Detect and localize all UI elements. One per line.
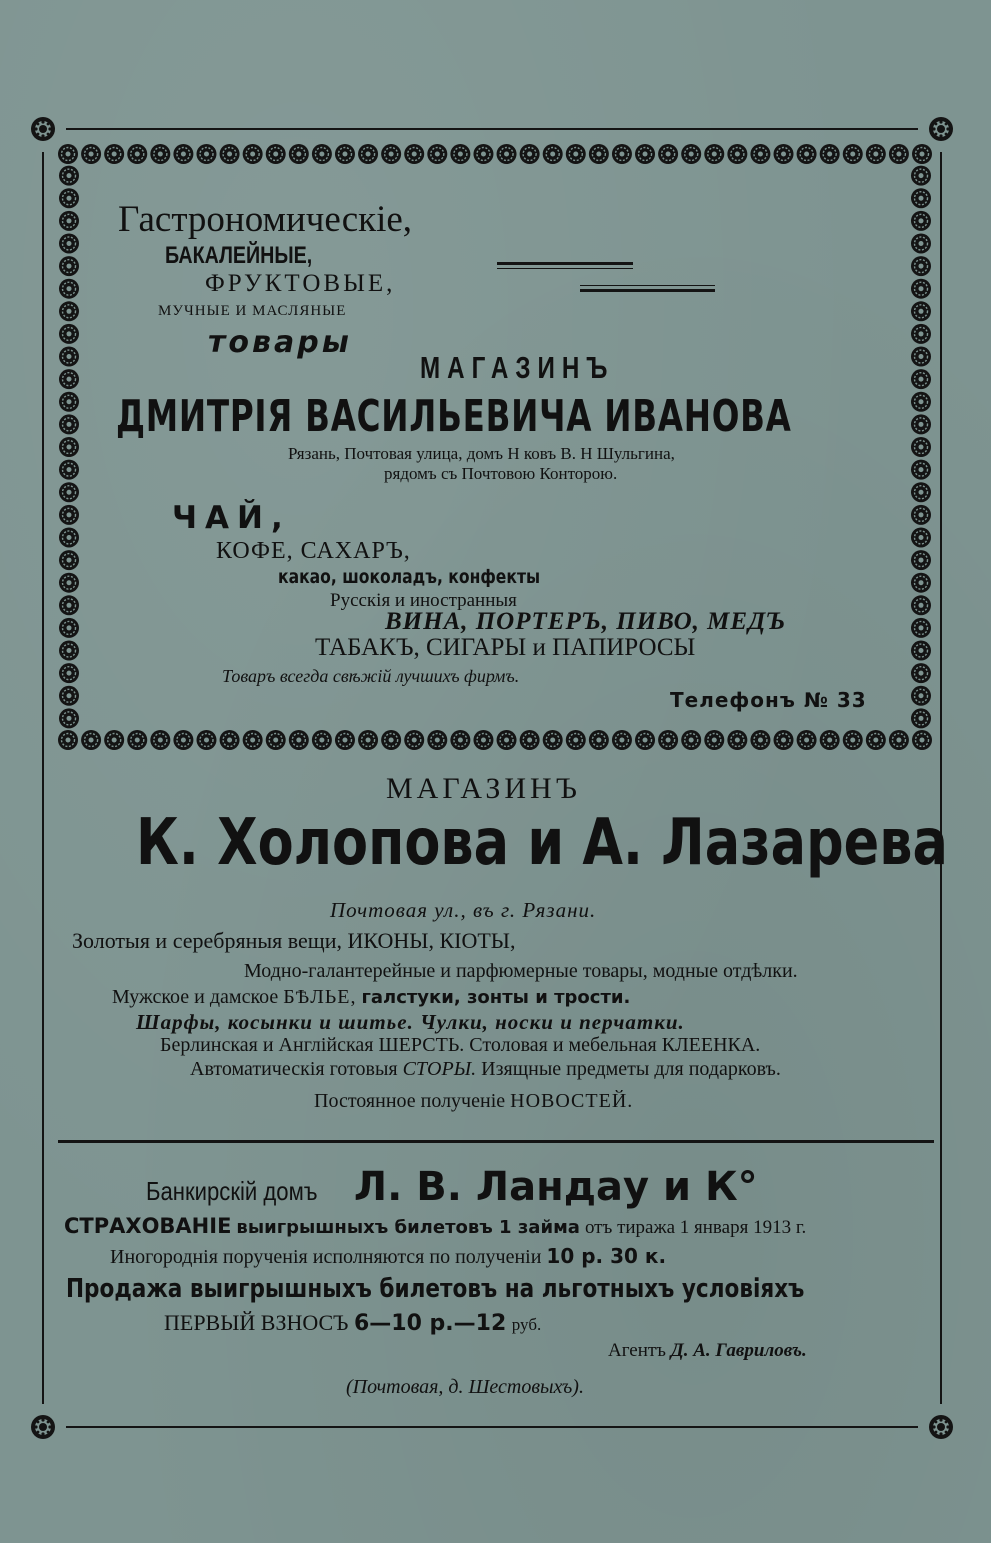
rosette-ornament-icon bbox=[59, 460, 79, 480]
rosette-ornament-icon bbox=[59, 188, 79, 208]
shop-heading-1: МАГАЗИНЪ bbox=[420, 350, 615, 385]
rosette-ornament-icon bbox=[911, 482, 931, 502]
rosette-ornament-icon bbox=[889, 730, 909, 750]
tea-line: ЧАЙ, bbox=[172, 500, 291, 536]
rosette-ornament-icon bbox=[59, 414, 79, 434]
rosette-ornament-icon bbox=[312, 730, 332, 750]
rosette-ornament-icon bbox=[750, 144, 770, 164]
bank-sale-line: Продажа выигрышныхъ билетовъ на льготныхъ условіяхъ bbox=[66, 1274, 805, 1304]
rosette-ornament-icon bbox=[81, 730, 101, 750]
rosette-ornament-icon bbox=[59, 618, 79, 638]
rosette-ornament-icon bbox=[59, 256, 79, 276]
decorative-rule bbox=[497, 268, 633, 269]
rosette-ornament-icon bbox=[612, 144, 632, 164]
rosette-ornament-icon bbox=[381, 730, 401, 750]
goods-line-1: Гастрономическіе, bbox=[118, 199, 413, 240]
rosette-ornament-icon bbox=[911, 618, 931, 638]
rosette-ornament-icon bbox=[59, 595, 79, 615]
rosette-ornament-icon bbox=[59, 686, 79, 706]
rosette-ornament-icon bbox=[797, 144, 817, 164]
rosette-ornament-icon bbox=[911, 505, 931, 525]
rosette-ornament-icon bbox=[59, 211, 79, 231]
rosette-ornament-icon bbox=[243, 144, 263, 164]
rosette-ornament-icon bbox=[911, 233, 931, 253]
rosette-ornament-icon bbox=[173, 730, 193, 750]
rosette-ornament-icon bbox=[59, 437, 79, 457]
rosette-ornament-icon bbox=[635, 144, 655, 164]
rosette-ornament-icon bbox=[289, 730, 309, 750]
rosette-ornament-icon bbox=[358, 144, 378, 164]
owner-name-1: ДМИТРІЯ ВАСИЛЬЕВИЧА ИВАНОВА bbox=[116, 391, 792, 442]
rosette-ornament-icon bbox=[820, 144, 840, 164]
rosette-ornament-icon bbox=[381, 144, 401, 164]
rosette-ornament-icon bbox=[427, 144, 447, 164]
rosette-ornament-icon bbox=[866, 144, 886, 164]
rosette-ornament-icon bbox=[704, 730, 724, 750]
rosette-ornament-icon bbox=[59, 369, 79, 389]
rosette-ornament-icon bbox=[843, 730, 863, 750]
rosette-ornament-icon bbox=[727, 730, 747, 750]
rosette-ornament-icon bbox=[566, 730, 586, 750]
rosette-ornament-icon bbox=[127, 730, 147, 750]
rosette-ornament-icon bbox=[727, 144, 747, 164]
rosette-ornament-icon bbox=[335, 144, 355, 164]
rosette-ornament-icon bbox=[243, 730, 263, 750]
rosette-ornament-icon bbox=[404, 144, 424, 164]
shop2-line-4: Шарфы, косынки и шитье. Чулки, носки и перчатки. bbox=[136, 1010, 685, 1034]
owner-name-2: К. Холопова и А. Лазарева bbox=[136, 806, 948, 880]
rosette-ornament-icon bbox=[59, 482, 79, 502]
bank-address-line: (Почтовая, д. Шестовыхъ). bbox=[346, 1376, 584, 1398]
rosette-ornament-icon bbox=[774, 730, 794, 750]
goods-line-5: товары bbox=[208, 325, 352, 360]
rosette-ornament-icon bbox=[358, 730, 378, 750]
rosette-ornament-icon bbox=[335, 730, 355, 750]
corner-rosette-icon bbox=[30, 116, 56, 142]
bank-insurance-line: СТРАХОВАНІЕ выигрышныхъ билетовъ 1 займа отъ тиража 1 января 1913 г. bbox=[64, 1214, 807, 1238]
rosette-ornament-icon bbox=[774, 144, 794, 164]
decorative-rule bbox=[497, 262, 633, 265]
bank-heading: Банкирскій домъ Л. В. Ландау и К° bbox=[146, 1164, 758, 1210]
rosette-ornament-icon bbox=[912, 144, 932, 164]
rosette-ornament-icon bbox=[658, 144, 678, 164]
rosette-ornament-icon bbox=[658, 730, 678, 750]
corner-rosette-icon bbox=[30, 1414, 56, 1440]
rosette-ornament-icon bbox=[59, 573, 79, 593]
rosette-ornament-icon bbox=[104, 730, 124, 750]
rosette-ornament-icon bbox=[104, 144, 124, 164]
rosette-ornament-icon bbox=[312, 144, 332, 164]
rosette-ornament-icon bbox=[59, 233, 79, 253]
bank-agent-line: Агентъ Д. А. Гавриловъ. bbox=[608, 1340, 807, 1361]
rosette-ornament-icon bbox=[220, 730, 240, 750]
rosette-ornament-icon bbox=[911, 527, 931, 547]
rosette-ornament-icon bbox=[911, 686, 931, 706]
coffee-line: КОФЕ, САХАРЪ, bbox=[216, 538, 411, 564]
rosette-ornament-icon bbox=[59, 708, 79, 728]
address-line-1: Рязань, Почтовая улица, домъ Н ковъ В. Н Шульгина, bbox=[288, 444, 675, 463]
rosette-ornament-icon bbox=[266, 730, 286, 750]
rosette-ornament-icon bbox=[911, 369, 931, 389]
rosette-ornament-icon bbox=[404, 730, 424, 750]
rosette-ornament-icon bbox=[473, 144, 493, 164]
rosette-ornament-icon bbox=[289, 144, 309, 164]
rosette-ornament-icon bbox=[59, 641, 79, 661]
shop-heading-2: МАГАЗИНЪ bbox=[386, 772, 581, 805]
rosette-ornament-icon bbox=[589, 730, 609, 750]
rosette-ornament-icon bbox=[911, 573, 931, 593]
rosette-ornament-icon bbox=[911, 301, 931, 321]
shop2-line-1: Золотыя и серебряныя вещи, ИКОНЫ, КІОТЫ, bbox=[72, 928, 516, 953]
shop2-line-7: Постоянное полученіе НОВОСТЕЙ. bbox=[314, 1090, 634, 1112]
rosette-ornament-icon bbox=[820, 730, 840, 750]
rosette-ornament-icon bbox=[911, 211, 931, 231]
rosette-ornament-icon bbox=[196, 730, 216, 750]
rosette-ornament-icon bbox=[497, 144, 517, 164]
rosette-ornament-icon bbox=[59, 663, 79, 683]
rosette-ornament-icon bbox=[912, 730, 932, 750]
rosette-ornament-icon bbox=[520, 730, 540, 750]
rosette-ornament-icon bbox=[473, 730, 493, 750]
rosette-ornament-icon bbox=[635, 730, 655, 750]
decorative-rule bbox=[580, 289, 715, 292]
rosette-ornament-icon bbox=[59, 166, 79, 186]
rosette-ornament-icon bbox=[911, 188, 931, 208]
rosette-ornament-icon bbox=[750, 730, 770, 750]
rosette-ornament-icon bbox=[911, 166, 931, 186]
rosette-ornament-icon bbox=[127, 144, 147, 164]
rosette-ornament-icon bbox=[59, 347, 79, 367]
rosette-ornament-icon bbox=[266, 144, 286, 164]
rosette-ornament-icon bbox=[612, 730, 632, 750]
shop2-line-5: Берлинская и Англійская ШЕРСТЬ. Столовая и мебельная КЛЕЕНКА. bbox=[160, 1034, 761, 1056]
rosette-ornament-icon bbox=[58, 730, 78, 750]
rosette-ornament-icon bbox=[797, 730, 817, 750]
rosette-ornament-icon bbox=[150, 730, 170, 750]
rosette-ornament-icon bbox=[497, 730, 517, 750]
rosette-ornament-icon bbox=[911, 414, 931, 434]
rosette-ornament-icon bbox=[566, 144, 586, 164]
wines-line: ВИНА, ПОРТЕРЪ, ПИВО, МЕДЪ bbox=[385, 608, 787, 635]
rosette-ornament-icon bbox=[81, 144, 101, 164]
rosette-ornament-icon bbox=[889, 144, 909, 164]
rosette-ornament-icon bbox=[911, 392, 931, 412]
rosette-ornament-icon bbox=[911, 663, 931, 683]
rosette-ornament-icon bbox=[450, 144, 470, 164]
goods-line-4: МУЧНЫЕ И МАСЛЯНЫЕ bbox=[158, 303, 347, 319]
rosette-ornament-icon bbox=[59, 527, 79, 547]
corner-rosette-icon bbox=[928, 116, 954, 142]
rosette-ornament-icon bbox=[911, 324, 931, 344]
rosette-ornament-icon bbox=[911, 708, 931, 728]
rosette-ornament-icon bbox=[911, 460, 931, 480]
rosette-ornament-icon bbox=[59, 392, 79, 412]
shop2-address: Почтовая ул., въ г. Рязани. bbox=[330, 898, 597, 922]
rosette-ornament-icon bbox=[59, 324, 79, 344]
goods-line-3: ФРУКТОВЫЕ, bbox=[205, 270, 396, 297]
rosette-ornament-icon bbox=[911, 256, 931, 276]
rosette-ornament-icon bbox=[866, 730, 886, 750]
decorative-rule bbox=[580, 285, 715, 286]
shop2-line-2: Модно-галантерейные и парфюмерные товары, модные отдѣлки. bbox=[244, 960, 798, 982]
section-divider bbox=[58, 1140, 934, 1143]
shop2-line-6: Автоматическія готовыя СТОРЫ. Изящные предметы для подарковъ. bbox=[190, 1058, 781, 1080]
russian-line: Русскія и иностранныя bbox=[330, 590, 517, 611]
rosette-ornament-icon bbox=[681, 730, 701, 750]
rosette-ornament-icon bbox=[173, 144, 193, 164]
fresh-line: Товаръ всегда свѣжій лучшихъ фирмъ. bbox=[222, 666, 520, 686]
rosette-ornament-icon bbox=[589, 144, 609, 164]
cocoa-line: какао, шоколадъ, конфекты bbox=[278, 566, 541, 588]
rosette-ornament-icon bbox=[59, 301, 79, 321]
rosette-ornament-icon bbox=[543, 730, 563, 750]
rosette-ornament-icon bbox=[681, 144, 701, 164]
bank-first-payment: ПЕРВЫЙ ВЗНОСЪ 6—10 р.—12 руб. bbox=[164, 1310, 542, 1336]
bank-orders-line: Иногороднія порученія исполняются по полученіи 10 р. 30 к. bbox=[110, 1244, 667, 1268]
rosette-ornament-icon bbox=[59, 505, 79, 525]
rosette-ornament-icon bbox=[911, 347, 931, 367]
rosette-ornament-icon bbox=[196, 144, 216, 164]
rosette-ornament-icon bbox=[911, 595, 931, 615]
rosette-ornament-icon bbox=[220, 144, 240, 164]
goods-line-2: БАКАЛЕЙНЫЕ, bbox=[165, 242, 313, 269]
rosette-ornament-icon bbox=[911, 437, 931, 457]
rosette-ornament-icon bbox=[911, 279, 931, 299]
rosette-ornament-icon bbox=[59, 279, 79, 299]
rosette-ornament-icon bbox=[843, 144, 863, 164]
rosette-ornament-icon bbox=[150, 144, 170, 164]
rosette-ornament-icon bbox=[911, 641, 931, 661]
address-line-2: рядомъ съ Почтовою Конторою. bbox=[384, 464, 618, 483]
rosette-ornament-icon bbox=[704, 144, 724, 164]
shop2-line-3: Мужское и дамское БѢЛЬЕ, галстуки, зонты и трости. bbox=[112, 986, 631, 1008]
rosette-ornament-icon bbox=[450, 730, 470, 750]
corner-rosette-icon bbox=[928, 1414, 954, 1440]
rosette-ornament-icon bbox=[58, 144, 78, 164]
rosette-ornament-icon bbox=[543, 144, 563, 164]
rosette-ornament-icon bbox=[427, 730, 447, 750]
rosette-ornament-icon bbox=[520, 144, 540, 164]
rosette-ornament-icon bbox=[911, 550, 931, 570]
phone-line: Телефонъ № 33 bbox=[670, 688, 867, 712]
rosette-ornament-icon bbox=[59, 550, 79, 570]
tobacco-line: ТАБАКЪ, СИГАРЫ и ПАПИРОСЫ bbox=[315, 634, 696, 661]
